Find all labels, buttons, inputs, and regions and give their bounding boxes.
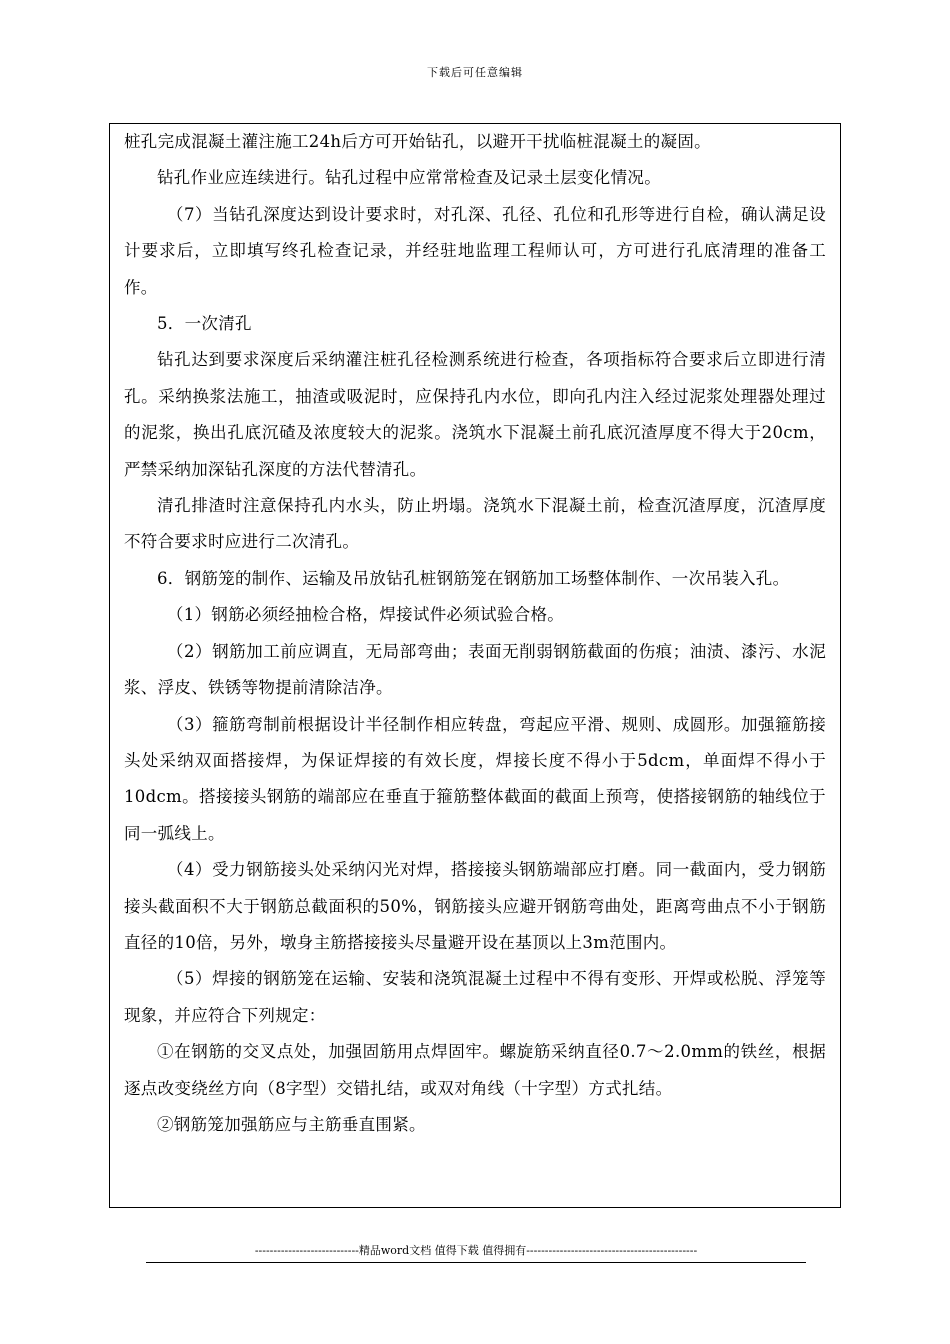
page-header-note: 下载后可任意编辑: [427, 66, 523, 79]
paragraph-drilling-continuous: 钻孔作业应连续进行。钻孔过程中应常常检查及记录土层变化情况。: [157, 168, 661, 188]
paragraph-first-cleaning-body: 钻孔达到要求深度后采纳灌注桩孔径检测系统进行检查，各项指标符合要求后立即进行清孔。采纳换浆法施工，抽渣或吸泥时，应保持孔内水位，即向孔内注入经过泥浆处理器处理过的泥浆，换出孔底沉碴及浓度较大的泥浆。浇筑水下混凝土前孔底沉渣厚度不得大于20cm，严禁采纳加深钻孔深度的方法代替清孔。: [124, 350, 826, 479]
paragraph-item-4: （4）受力钢筋接头处采纳闪光对焊，搭接接头钢筋端部应打磨。同一截面内，受力钢筋接头截面积不大于钢筋总截面积的50%，钢筋接头应避开钢筋弯曲处，距离弯曲点不小于钢筋直径的10倍，另外，墩身主筋搭接接头尽量避开设在基顶以上3m范围内。: [124, 860, 826, 952]
paragraph-item-1: （1）钢筋必须经抽检合格，焊接试件必须试验合格。: [166, 605, 565, 625]
paragraph-item-2: （2）钢筋加工前应调直，无局部弯曲；表面无削弱钢筋截面的伤痕；油渍、漆污、水泥浆、浮皮、铁锈等物提前清除洁净。: [124, 641, 826, 698]
paragraph-rule-2: ②钢筋笼加强筋应与主筋垂直围紧。: [157, 1114, 426, 1134]
paragraph-slag-removal: 清孔排渣时注意保持孔内水头，防止坍塌。浇筑水下混凝土前，检查沉渣厚度，沉渣厚度不符合要求时应进行二次清孔。: [124, 496, 826, 552]
paragraph-item-3: （3）箍筋弯制前根据设计半径制作相应转盘，弯起应平滑、规则、成圆形。加强箍筋接头处采纳双面搭接焊，为保证焊接的有效长度，焊接长度不得小于5dcm，单面焊不得小于10dcm。搭接接头钢筋的端部应在垂直于箍筋整体截面的截面上预弯，使搭接钢筋的轴线位于同一弧线上。: [124, 714, 826, 843]
paragraph-item-7: （7）当钻孔深度达到设计要求时，对孔深、孔径、孔位和孔形等进行自检，确认满足设计要求后，立即填写终孔检查记录，并经驻地监理工程师认可，方可进行孔底清理的准备工作。: [124, 204, 826, 297]
section-heading-steel-cage: 6．钢筋笼的制作、运输及吊放钻孔桩钢筋笼在钢筋加工场整体制作、一次吊装入孔。: [157, 568, 790, 588]
page-footer-text: ----------------------------精品word文档 值得下载 值得拥有----------------------------------------------: [254, 1244, 698, 1257]
document-content-box: [109, 123, 841, 1208]
footer-divider: [146, 1262, 806, 1263]
paragraph-rule-1: ①在钢筋的交叉点处，加强固筋用点焊固牢。螺旋筋采纳直径0.7～2.0mm的铁丝，根据逐点改变绕丝方向（8字型）交错扎结，或双对角线（十字型）方式扎结。: [124, 1042, 826, 1098]
paragraph-item-5: （5）焊接的钢筋笼在运输、安装和浇筑混凝土过程中不得有变形、开焊或松脱、浮笼等现象，并应符合下列规定：: [124, 969, 826, 1025]
section-heading-first-cleaning: 5．一次清孔: [157, 314, 252, 334]
paragraph-continuation: 桩孔完成混凝土灌注施工24h后方可开始钻孔，以避开干扰临桩混凝土的凝固。: [124, 132, 711, 151]
